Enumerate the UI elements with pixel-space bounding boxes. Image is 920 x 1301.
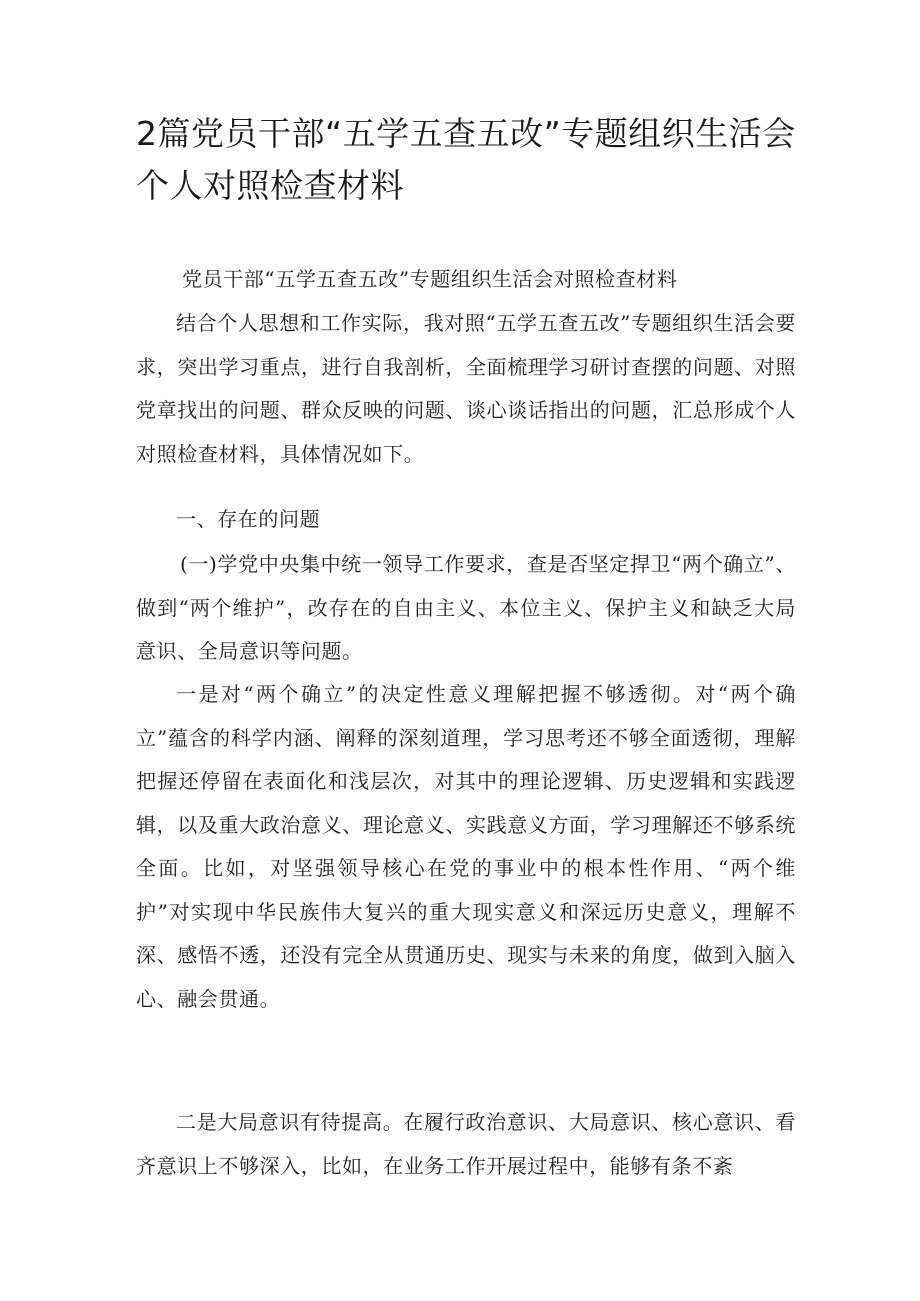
document-title: 2篇党员干部“五学五查五改”专题组织生活会个人对照检查材料 <box>136 114 796 205</box>
paragraph-point-one: 一是对“两个确立”的决定性意义理解把握不够透彻。对“两个确立”蕴含的科学内涵、阐释的深刻道理，学习思考还不够全面透彻，理解把握还停留在表面化和浅层次，对其中的理论逻辑、历史逻辑和实践逻辑，以及重大政治意义、理论意义、实践意义方面，学习理解还不够系统全面。比如，对坚强领导核心在党的事业中的根本性作用、“两个维护”对实现中华民族伟大复兴的重大现实意义和深远历史意义，理解不深、感悟不透，还没有完全从贯通历史、现实与未来的角度，做到入脑入心、融会贯通。 <box>136 682 796 1011</box>
paragraph-point-two: 二是大局意识有待提高。在履行政治意识、大局意识、核心意识、看齐意识上不够深入，比如，在业务工作开展过程中，能够有条不紊 <box>136 1110 796 1178</box>
paragraph-intro: 结合个人思想和工作实际，我对照“五学五查五改”专题组织生活会要求，突出学习重点，进行自我剖析，全面梳理学习研讨查摆的问题、对照党章找出的问题、群众反映的问题、谈心谈话指出的问题，汇总形成个人对照检查材料，具体情况如下。 <box>136 311 796 466</box>
section-heading: 一、存在的问题 <box>176 507 321 531</box>
document-subtitle: 党员干部“五学五查五改”专题组织生活会对照检查材料 <box>182 267 678 291</box>
paragraph-item-1: (一)学党中央集中统一领导工作要求，查是否坚定捍卫“两个确立”、做到“两个维护”，改存在的自由主义、本位主义、保护主义和缺乏大局意识、全局意识等问题。 <box>136 552 796 663</box>
